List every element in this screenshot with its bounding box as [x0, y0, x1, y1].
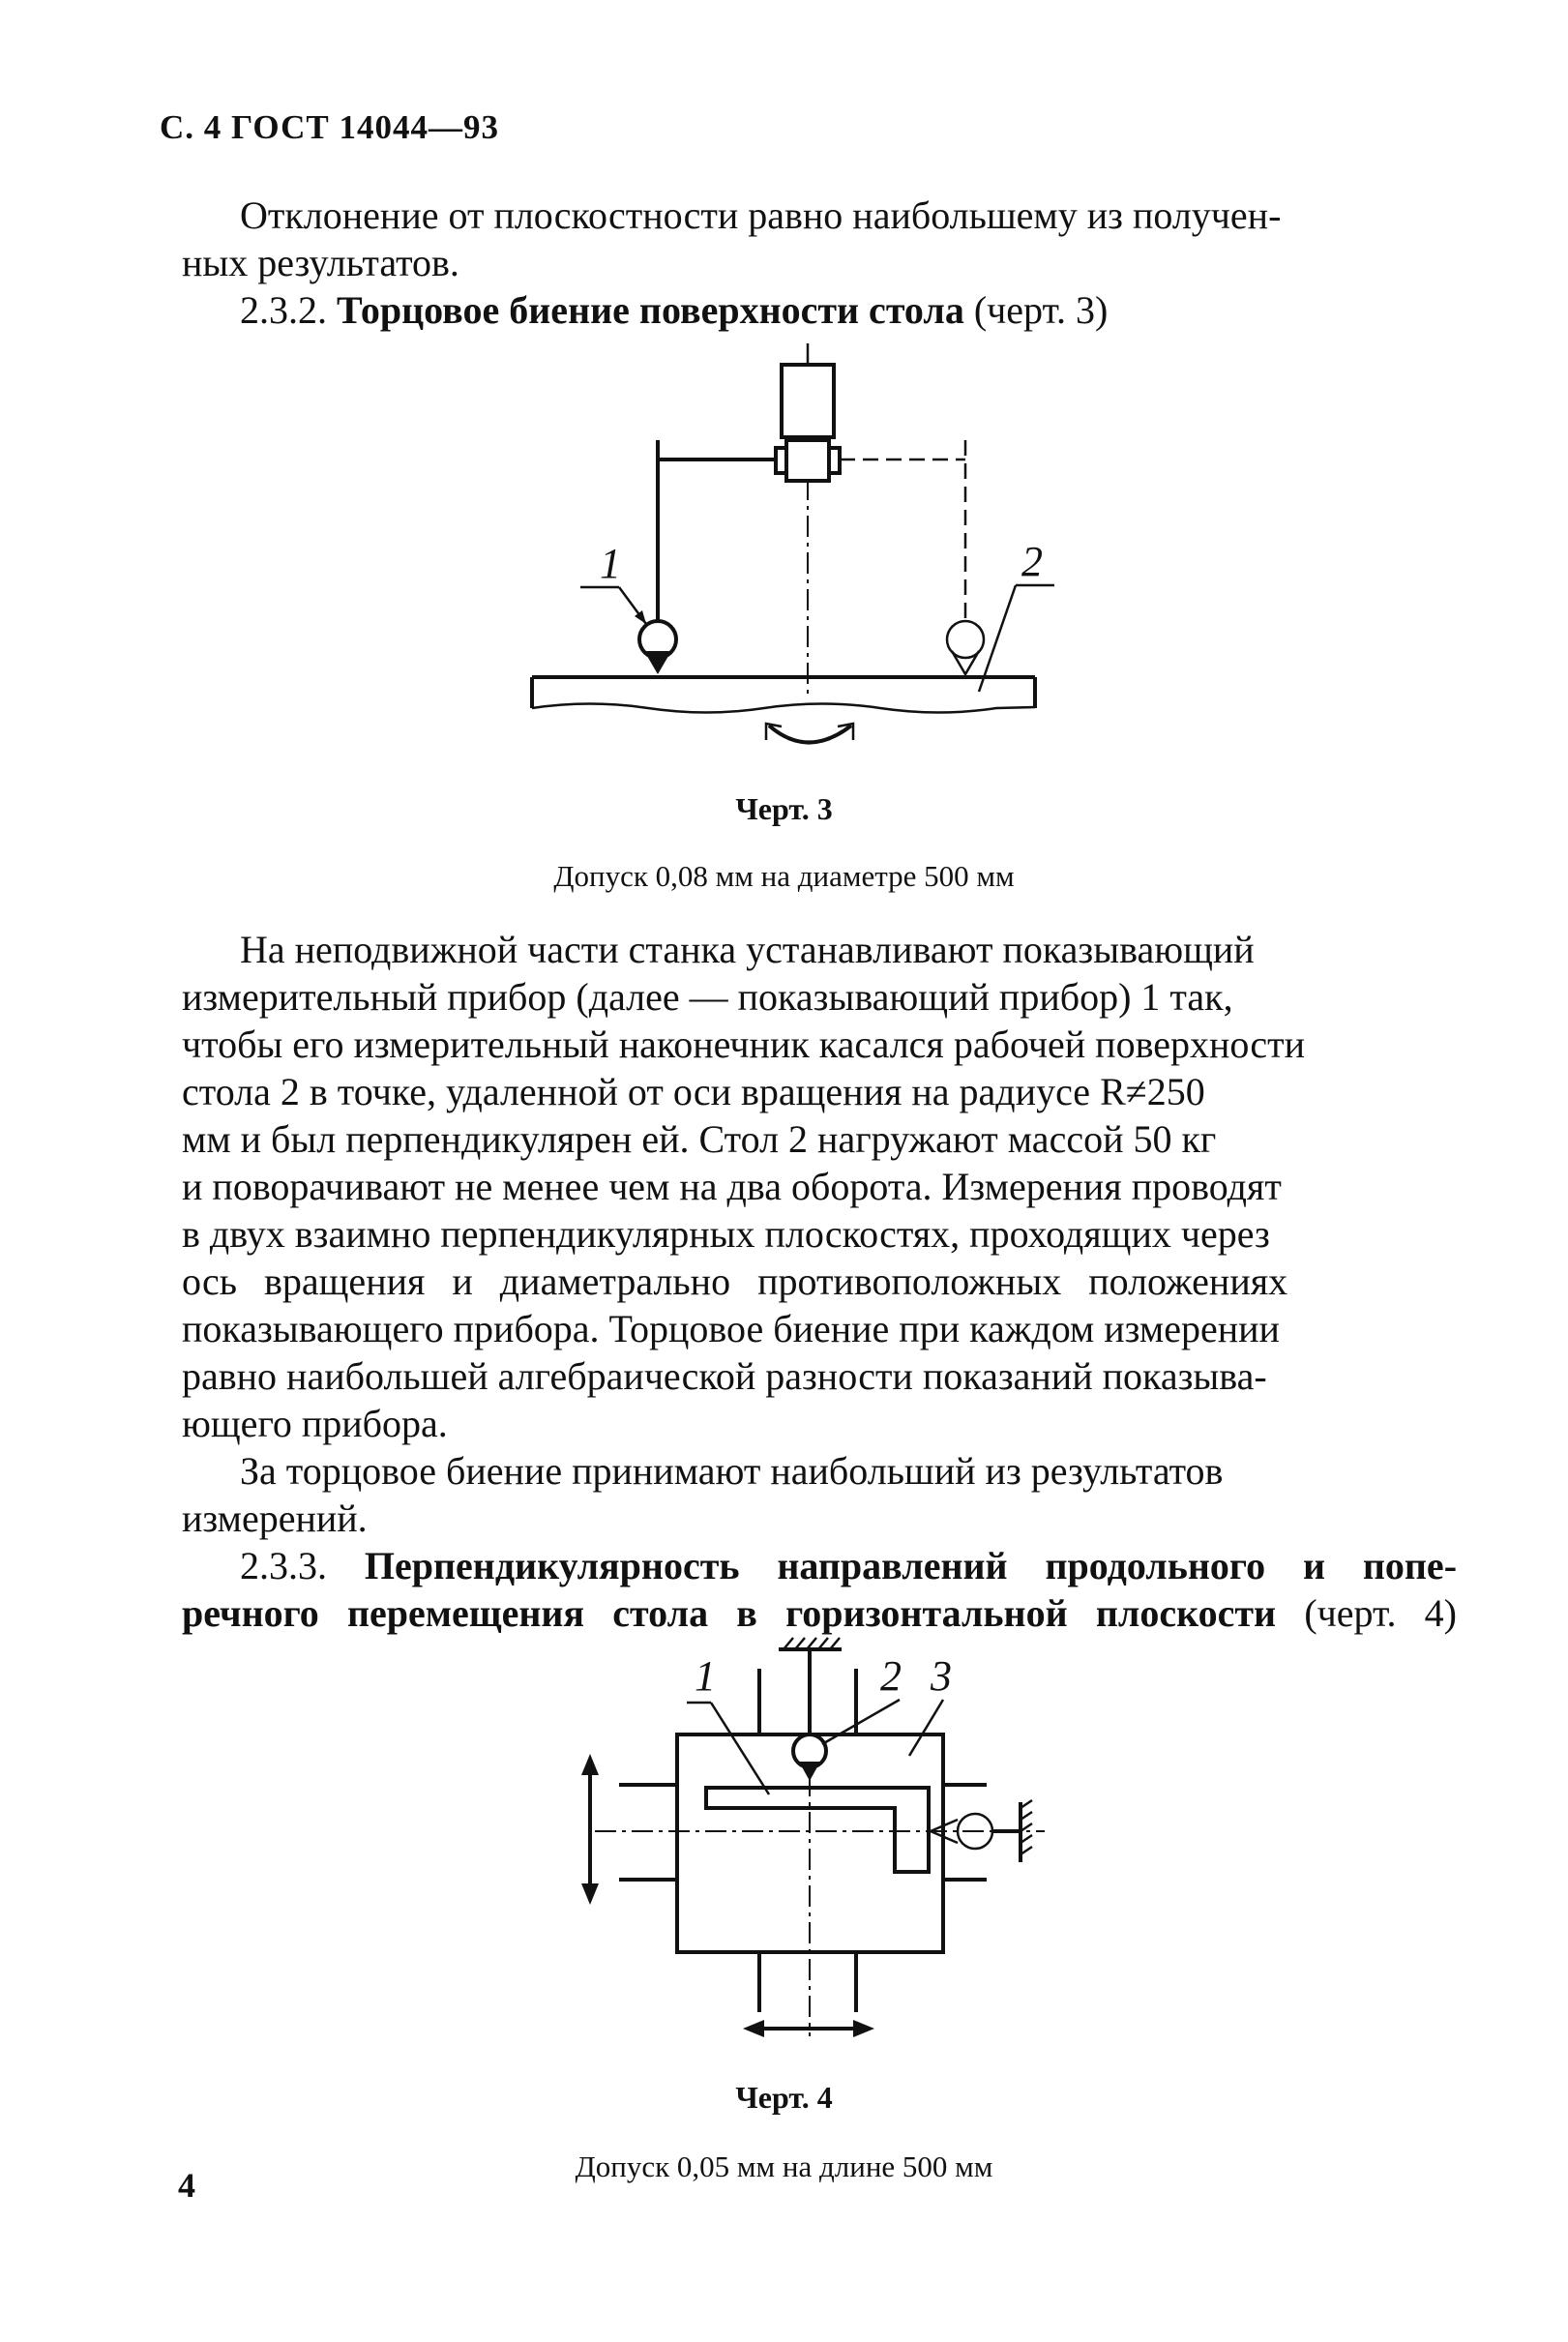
paragraph-line: в двух взаимно перпендикулярных плоскостях, проходящих через	[182, 1212, 1270, 1256]
figure-4-diagram	[561, 1630, 1083, 2075]
figure-3-diagram	[561, 343, 1043, 769]
paragraph-line: ющего прибора.	[182, 1402, 448, 1445]
arrow-right	[853, 2020, 874, 2037]
section-title-line-2: речного перемещения стола в горизонтальной плоскости	[182, 1591, 1277, 1635]
section-title: Торцовое биение поверхности стола	[337, 288, 964, 332]
section-heading-2-3-3	[240, 1542, 1457, 1589]
label-2: 2	[1021, 538, 1043, 585]
paragraph-line: Отклонение от плоскостности равно наибольшему из получен-	[240, 193, 1282, 237]
paragraph-line: За торцовое биение принимают наибольший из результатов	[240, 1449, 1224, 1493]
figure-reference: (черт. 4)	[1304, 1591, 1457, 1635]
rotation-arrow	[769, 726, 851, 743]
page-number: 4	[178, 2166, 195, 2205]
arrow-down	[581, 1883, 599, 1905]
indicator-1-tip	[644, 651, 671, 674]
figure-4-caption: Черт. 4	[735, 2080, 833, 2115]
section-number: 2.3.3.	[240, 1544, 327, 1587]
figure-3-caption: Черт. 3	[735, 791, 833, 826]
label-3: 3	[931, 1652, 952, 1700]
table-break-line	[532, 704, 1035, 713]
section-title-line-1: Перпендикулярность направлений продольного и попе-	[364, 1544, 1458, 1587]
arrow-left	[743, 2020, 764, 2037]
label-1: 1	[695, 1652, 716, 1700]
paragraph-line: На неподвижной части станка устанавливают показывающий	[240, 928, 1255, 971]
paragraph-line: ных результатов.	[182, 241, 459, 284]
spindle-clamp	[786, 440, 829, 481]
square-1	[706, 1788, 929, 1872]
label-2: 2	[880, 1652, 902, 1700]
figure-4-tolerance: Допуск 0,05 мм на длине 500 мм	[575, 2149, 993, 2183]
section-heading-2-3-2	[240, 286, 1108, 334]
page-header: С. 4 ГОСТ 14044—93	[160, 108, 499, 146]
paragraph-line: мм и был перпендикулярен ей. Стол 2 нагружают массой 50 кг	[182, 1117, 1217, 1161]
paragraph-line: измерительный прибор (далее — показывающий прибор) 1 так,	[182, 975, 1233, 1019]
figure-3-tolerance: Допуск 0,08 мм на диаметре 500 мм	[553, 859, 1015, 893]
arrow-up	[581, 1754, 599, 1775]
spindle-body	[782, 365, 834, 437]
section-number: 2.3.2.	[240, 288, 327, 332]
clamp-right	[829, 448, 840, 473]
leader-3	[909, 1700, 943, 1756]
paragraph-line: стола 2 в точке, удаленной от оси вращения на радиусе R≠250	[182, 1070, 1205, 1113]
clamp-left	[776, 448, 786, 473]
paragraph-line: ось вращения и диаметрально противоположных положениях	[182, 1260, 1288, 1303]
paragraph-line: чтобы его измерительный наконечник касался рабочей поверхности	[182, 1023, 1306, 1066]
leader-2	[822, 1700, 900, 1744]
paragraph-line: измерений.	[182, 1497, 368, 1540]
paragraph-line: равно наибольшей алгебраической разности показаний показыва-	[182, 1354, 1267, 1398]
label-1: 1	[600, 540, 621, 587]
figure-reference: (черт. 3)	[973, 288, 1109, 332]
paragraph-line: и поворачивают не менее чем на два оборота. Измерения проводят	[182, 1165, 1282, 1208]
paragraph-line: показывающего прибора. Торцовое биение при каждом измерении	[182, 1307, 1280, 1350]
